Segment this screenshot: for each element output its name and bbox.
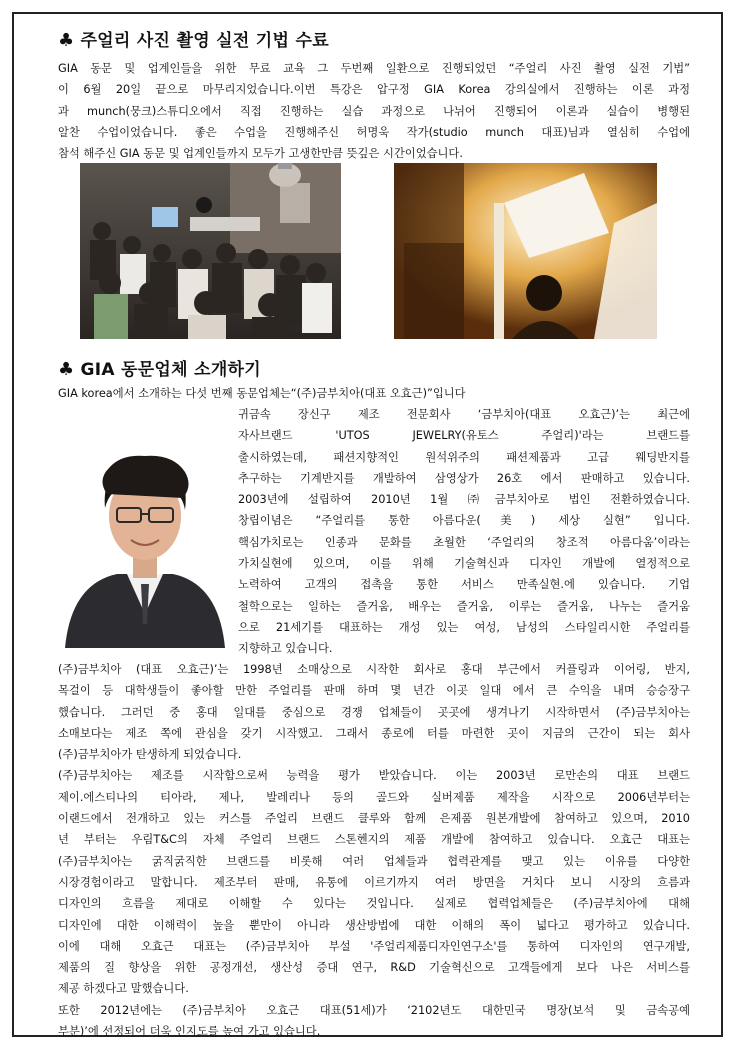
class-summary-paragraph <box>58 58 690 164</box>
section-title: GIA 동문업체 소개하기 <box>80 360 261 380</box>
text-line: 가치실현에 있으며, 이를 위해 기술혁신과 디자인 개발에 열정적으로 <box>238 557 690 571</box>
club-icon: ♣ <box>58 30 75 51</box>
text-line: 출시하였는데, 패션지향적인 원석위주의 패션제품과 고급 웨딩반지를 <box>238 450 690 464</box>
text-line: 제이.에스티나의 티아라, 제나, 발레리나 등의 골드와 실버제품 제작을 시작으로 2006년부터는 <box>58 790 690 804</box>
ceo-portrait-photo <box>57 424 233 648</box>
text-line: 소매보다는 제조 쪽에 관심을 갖기 시작했고. 그래서 종로에 터를 마련한 곳이 지금의 근간이 되는 회사 <box>58 726 690 740</box>
text-line: 목걸이 등 대학생들이 좋아할 만한 주얼리를 판매 하며 몇 년간 이곳 일대 에서 큰 수익을 내며 승승장구 <box>58 684 690 698</box>
text-line: 제품의 질 향상을 위한 공정개선, 생산성 증대 연구, R&D 기술혁신으로 고객들에게 보다 나은 서비스를 <box>58 961 690 975</box>
text-line: 핵심가치로는 인종과 문화를 초월한 ‘주얼리의 창조적 아름다움’이라는 <box>238 535 690 549</box>
text-line: 자사브랜드 'UTOS JEWELRY(유토스 주얼리)'라는 브랜드를 <box>238 429 690 443</box>
text-line: 이랜드에서 전개하고 있는 커스틀 주얼리 브랜드 클루와 함께 은제품 원본개발에 참여하고 있으며, 2010 <box>58 812 690 826</box>
alumni-intro <box>58 383 690 404</box>
text-line: 디자인의 흐름을 제대로 이해할 수 있다는 것입니다. 실제로 협력업체들은 (주)금부치아에 대해 <box>58 897 690 911</box>
text-line: 했습니다. 그러던 중 홍대 일대를 중심으로 경쟁 업체들이 곳곳에 생겨나기 시작하면서 (주)금부치아는 <box>58 705 690 719</box>
text-line: 알찬 수업이었습니다. 좋은 수업을 진행해주신 허명욱 작가(studio munch 대표)님과 열심히 수업에 <box>58 125 690 139</box>
text-line: GIA 동문 및 업계인들을 위한 무료 교육 그 두번째 일환으로 진행되었던 “주얼리 사진 촬영 실전 기법” <box>58 62 690 75</box>
text-line: 참석 해주신 GIA 동문 및 업계인들까지 모두가 고생한만큼 뜻깊은 시간이었습니다. <box>58 147 463 161</box>
text-line: 창립이념은 “주얼리를 통한 아름다운(美) 세상 실현” 입니다. <box>238 514 690 528</box>
text-line: 년 부터는 우림T&C의 자체 주얼리 브랜드 스톤헨지의 제품 개발에 참여하고 있습니다. 오효근 대표는 <box>58 833 690 847</box>
section-heading-alumni <box>58 355 261 380</box>
company-history-paragraph <box>58 659 690 1042</box>
text-line: (주)금부치아는 제조를 시작함으로써 능력을 평가 받았습니다. 이는 2003년 로만손의 대표 브랜드 <box>58 769 690 783</box>
text-line: 제공 하겠다고 말했습니다. <box>58 982 189 996</box>
text-line: (주)금부치아가 탄생하게 되었습니다. <box>58 748 242 762</box>
text-line: 디자인에 대한 이해력이 높을 뿐만이 아니라 생산방법에 대한 이해의 폭이 넓다고 평가하고 있습니다. <box>58 918 690 932</box>
section-title: 주얼리 사진 촬영 실전 기법 수료 <box>80 31 329 51</box>
classroom-photo <box>80 163 341 339</box>
club-icon: ♣ <box>58 359 75 380</box>
text-line: 노력하여 고객의 접촉을 통한 서비스 만족실현.에 있습니다. 기업 <box>238 578 690 592</box>
text-line: GIA korea에서 소개하는 다섯 번째 동문업체는“(주)금부치아(대표 오효근)”입니다 <box>58 387 466 400</box>
text-line: 지향하고 있습니다. <box>238 642 333 656</box>
text-line: 시장경험이라고 말합니다. 제조부터 판매, 유통에 이르기까지 여러 방면을 거치다 보니 시장의 흐름과 <box>58 875 690 889</box>
text-line: 이에 대해 오효근 대표는 (주)금부치아 부설 '주얼리제품디자인연구소'를 통하여 디자인의 연구개발, <box>58 939 690 953</box>
text-line: 이 6월 20일 끝으로 마무리지었습니다.이번 특강은 압구정 GIA Korea 강의실에서 진행하는 이론 과정 <box>58 83 690 97</box>
text-line: 귀금속 장신구 제조 전문회사 ‘금부치아(대표 오효근)’는 최근에 <box>238 408 690 421</box>
studio-lamp-photo <box>394 163 657 339</box>
company-profile-paragraph <box>238 404 690 660</box>
section-heading-photo-class <box>58 26 329 51</box>
text-line: 과 munch(뭉크)스튜디오에서 직접 진행하는 실습 과정으로 나뉘어 진행되어 이론과 실습이 병행된 <box>58 104 690 118</box>
text-line: (주)금부치아 (대표 오효근)’는 1998년 소매상으로 시작한 회사로 홍대 부근에서 커플링과 이어링, 반지, <box>58 663 690 676</box>
text-line: 2003년에 설립하여 2010년 1월 ㈜금부치아로 법인 전환하였습니다. <box>238 493 690 507</box>
text-line: 부분)’에 선정되어 더욱 인지도를 높여 가고 있습니다. <box>58 1025 321 1039</box>
text-line: 으로 21세기를 대표하는 개성 있는 여성, 남성의 스타일리시한 주얼리를 <box>238 620 690 634</box>
text-line: 또한 2012년에는 (주)금부치아 오효근 대표(51세)가 ‘2102년도 대한민국 명장(보석 및 금속공예 <box>58 1003 690 1017</box>
text-line: 추구하는 기계반지를 개발하여 삼영상가 26호 에서 판매하고 있습니다. <box>238 471 690 485</box>
text-line: (주)금부치아는 굵직굵직한 브랜드를 비롯해 여러 업체들과 협력관계를 맺고 있는 이유를 다양한 <box>58 854 690 868</box>
text-line: 철학으로는 일하는 즐거움, 배우는 즐거움, 이루는 즐거움, 나누는 즐거움 <box>238 599 690 613</box>
